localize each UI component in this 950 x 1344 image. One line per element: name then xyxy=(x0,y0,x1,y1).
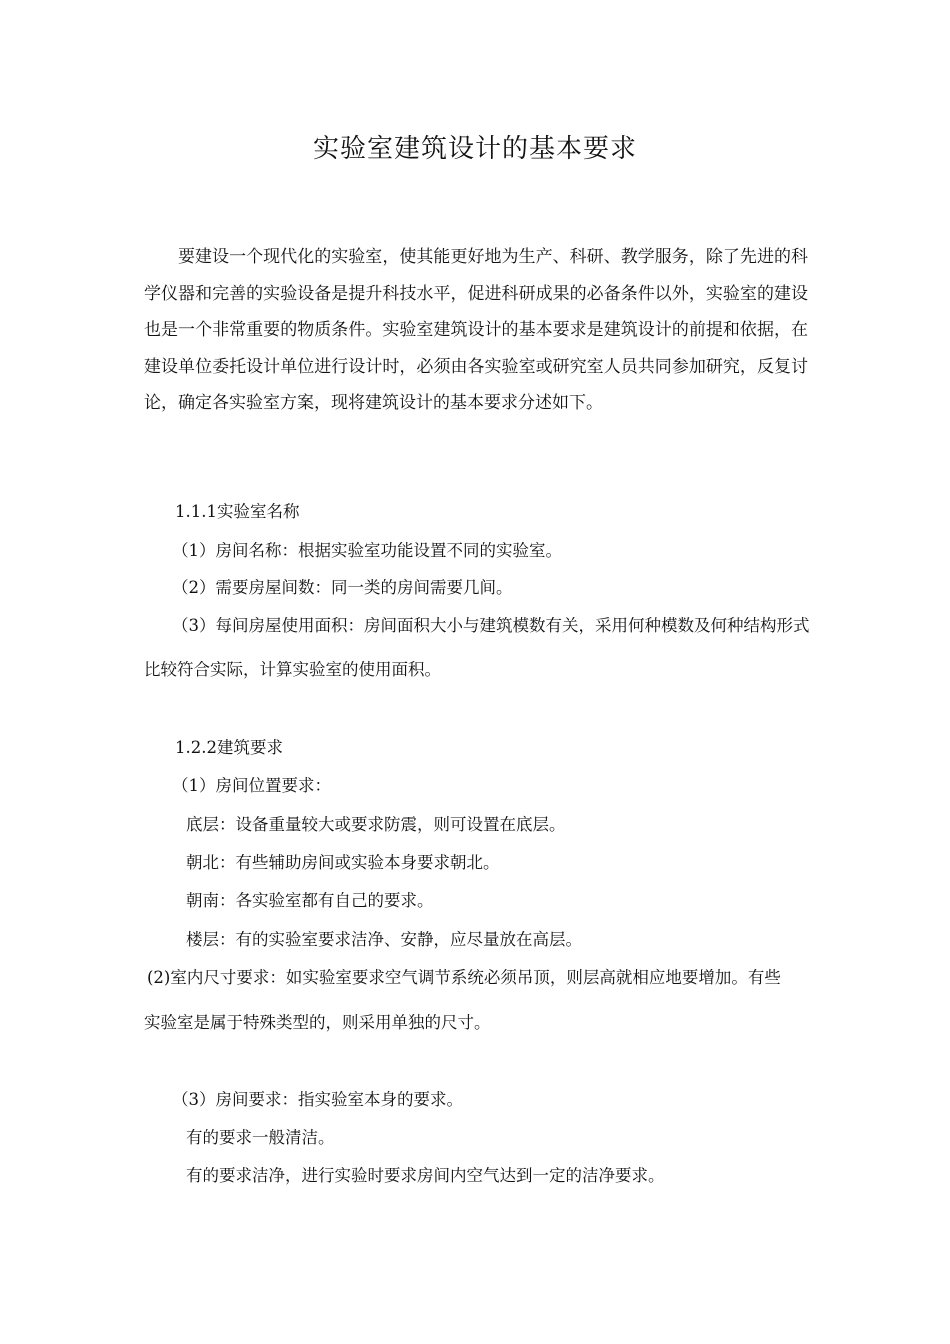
list-item-room-requirements: （3）房间要求：指实验室本身的要求。 xyxy=(172,1090,463,1109)
requirement-strict-clean: 有的要求洁净，进行实验时要求房间内空气达到一定的洁净要求。 xyxy=(186,1166,665,1185)
list-item-indoor-size-continued: 实验室是属于特殊类型的，则采用单独的尺寸。 xyxy=(144,1013,491,1032)
intro-paragraph: 要建设一个现代化的实验室，使其能更好地为生产、科研、教学服务，除了先进的科学仪器和完善的实验设备是提升科技水平，促进科研成果的必备条件以外，实验室的建设也是一个非常重要的物质条件。实验室建筑设计的基本要求是建筑设计的前提和依据，在建设单位委托设计单位进行设计时，必须由各实验室或研究室人员共同参加研究，反复讨论，确定各实验室方案，现将建筑设计的基本要求分述如下。 xyxy=(144,247,808,413)
list-item-room-location: （1）房间位置要求： xyxy=(172,776,331,795)
list-item-room-area: （3）每间房屋使用面积：房间面积大小与建筑模数有关，采用何种模数及何种结构形式 xyxy=(172,616,810,635)
list-item-indoor-size: (2)室内尺寸要求：如实验室要求空气调节系统必须吊顶，则层高就相应地要增加。有些 xyxy=(147,968,781,987)
list-item-room-count: （2）需要房屋间数：同一类的房间需要几间。 xyxy=(172,578,513,597)
document-title: 实验室建筑设计的基本要求 xyxy=(312,134,637,164)
location-north: 朝北：有些辅助房间或实验本身要求朝北。 xyxy=(186,853,500,872)
location-south: 朝南：各实验室都有自己的要求。 xyxy=(186,891,434,910)
list-item-room-name: （1）房间名称：根据实验室功能设置不同的实验室。 xyxy=(172,541,562,560)
requirement-general-clean: 有的要求一般清洁。 xyxy=(186,1128,335,1147)
location-ground-floor: 底层：设备重量较大或要求防震，则可设置在底层。 xyxy=(186,815,566,834)
list-item-room-area-continued: 比较符合实际，计算实验室的使用面积。 xyxy=(144,660,441,679)
section-heading-1-1-1: 1.1.1实验室名称 xyxy=(175,502,300,521)
location-upper-floor: 楼层：有的实验室要求洁净、安静，应尽量放在高层。 xyxy=(186,930,582,949)
section-heading-1-2-2: 1.2.2建筑要求 xyxy=(175,738,283,757)
